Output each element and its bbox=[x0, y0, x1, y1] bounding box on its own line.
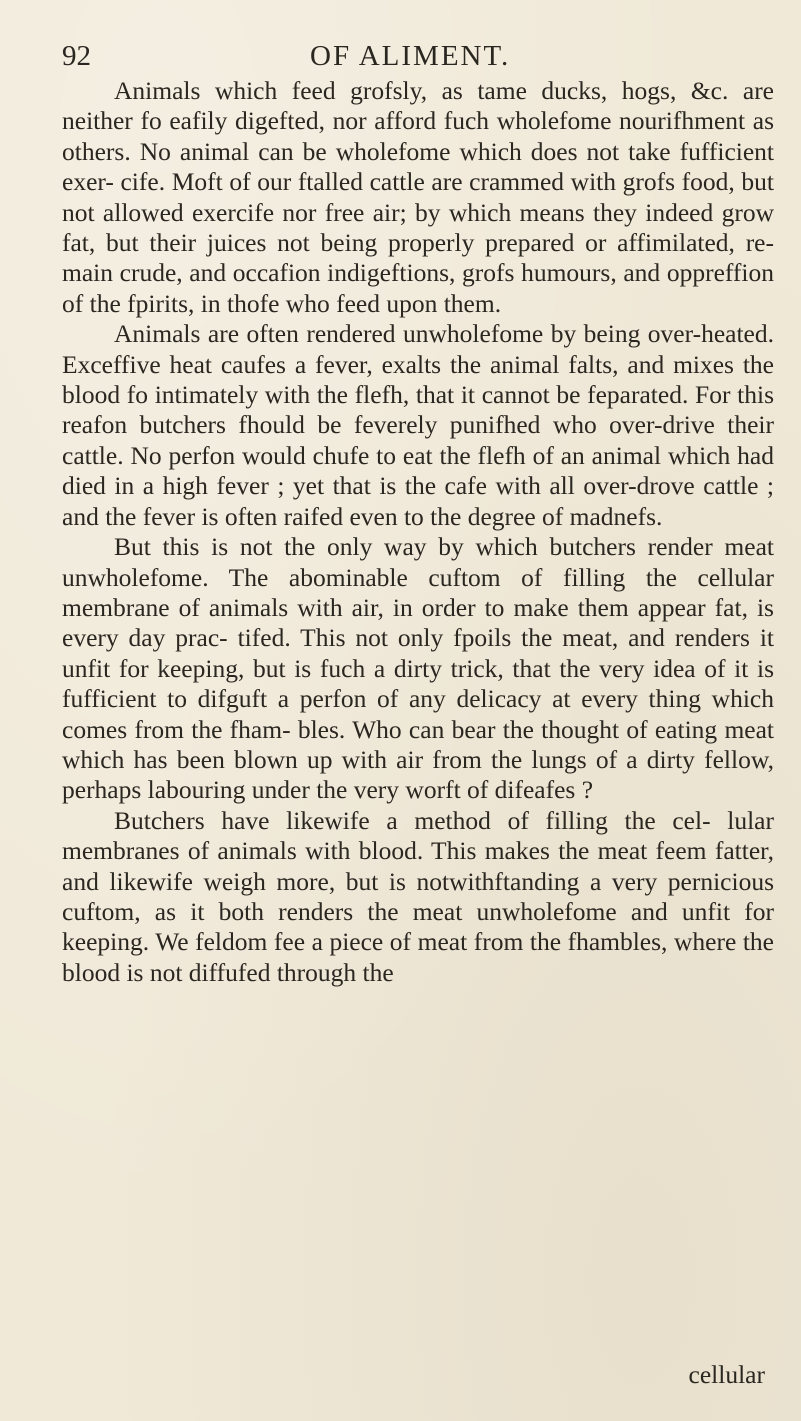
page-number: 92 bbox=[62, 40, 91, 72]
paragraph-air-filling: But this is not the only way by which butchers render meat unwholefome. The abominable cuftom of filling the cellular membrane of animals with air, in order to make them appear fat, is every day prac- tifed. This not only fpoils the meat, and renders it unfit for keeping, but is fuch a dirty trick, that the very idea of it is fufficient to difguft a perfon of any delicacy at every thing which comes from the fham- bles. Who can bear the thought of eating meat which has been blown up with air from the lungs of a dirty fellow, perhaps labouring under the very worft of difeafes ? bbox=[62, 532, 774, 805]
catchword: cellular bbox=[688, 1360, 765, 1389]
paragraph-grofs-feeding: Animals which feed grofsly, as tame ducks, hogs, &c. are neither fo eafily digefted, nor afford fuch wholefome nourifhment as others. No animal can be wholefome which does not take fufficient exer- cife. Moft of our ftalled cattle are crammed with grofs food, but not allowed exercife nor free air; by which means they indeed grow fat, but their juices not being properly prepared or affimilated, re- main crude, and occafion indigeftions, grofs humours, and oppreffion of the fpirits, in thofe who feed upon them. bbox=[62, 76, 774, 318]
body-text bbox=[62, 76, 774, 988]
paragraph-blood-filling: Butchers have likewife a method of filling the cel- lular membranes of animals with blood. This makes the meat feem fatter, and likewife weigh more, but is notwithftanding a very pernicious cuftom, as it both renders the meat unwholefome and unfit for keeping. We feldom fee a piece of meat from the fhambles, where the blood is not diffufed through the bbox=[62, 805, 774, 987]
paragraph-over-heated: Animals are often rendered unwholefome by being over-heated. Exceffive heat caufes a fever, exalts the animal falts, and mixes the blood fo intimately with the flefh, that it cannot be feparated. For this reafon butchers fhould be feverely punifhed who over-drive their cattle. No perfon would chufe to eat the flefh of an animal which had died in a high fever ; yet that is the cafe with all over-drove cattle ; and the fever is often raifed even to the degree of madnefs. bbox=[62, 319, 774, 531]
page-header bbox=[62, 36, 762, 76]
running-head: OF ALIMENT. bbox=[310, 40, 511, 72]
